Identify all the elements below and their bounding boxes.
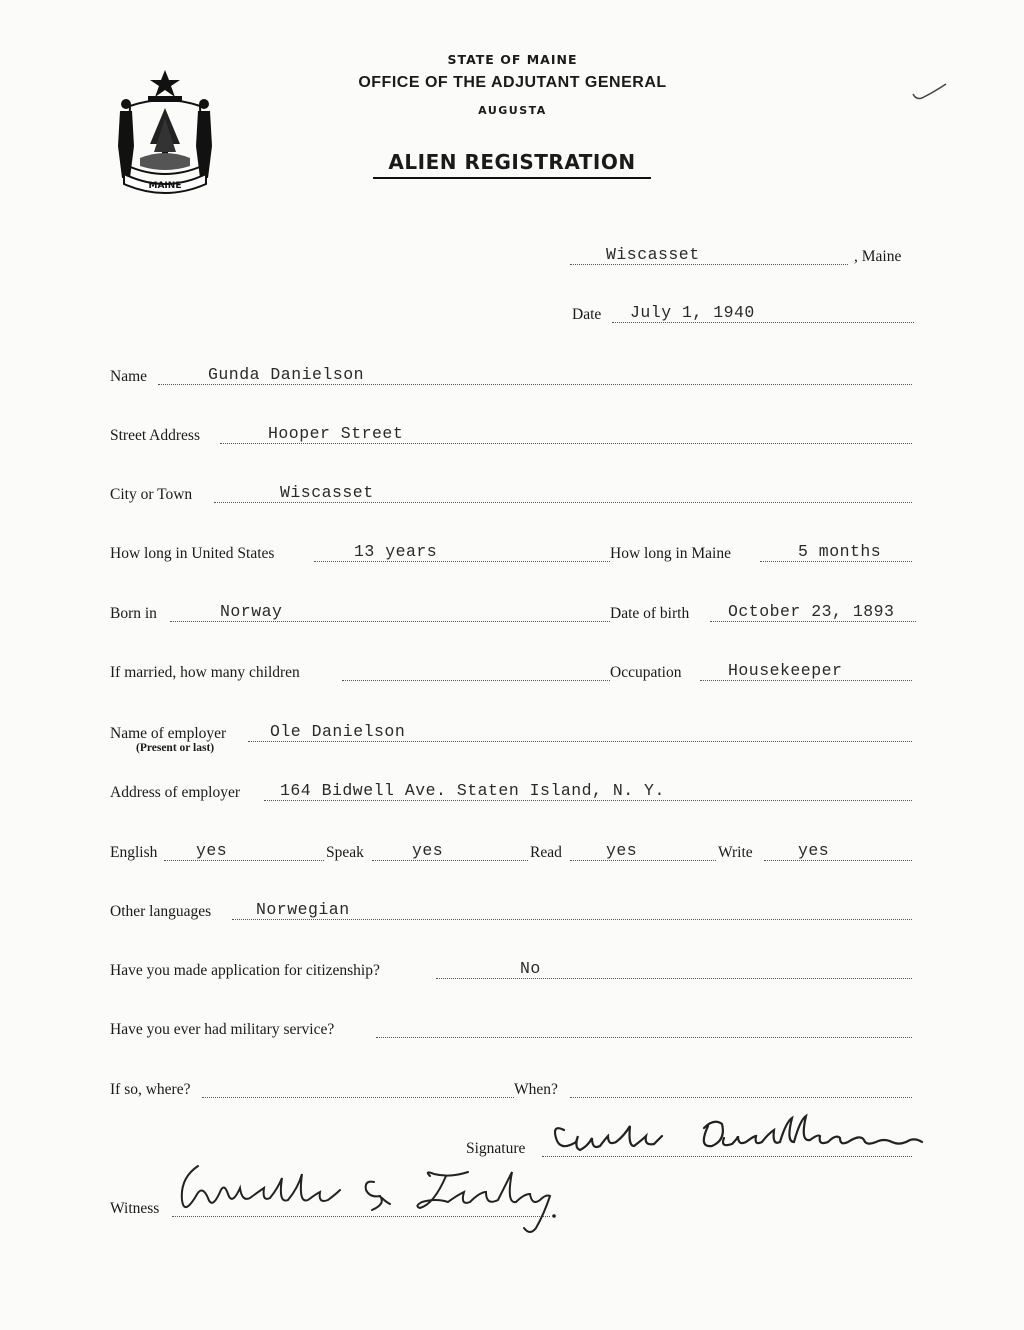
date-label: Date bbox=[572, 306, 602, 323]
dob-value: October 23, 1893 bbox=[728, 602, 895, 621]
how-long-us-field[interactable] bbox=[110, 541, 610, 565]
date-field[interactable] bbox=[572, 302, 914, 326]
write-value: yes bbox=[798, 841, 830, 860]
city-field[interactable] bbox=[110, 482, 912, 506]
employer-sublabel: (Present or last) bbox=[136, 742, 215, 754]
street-label: Street Address bbox=[110, 427, 200, 444]
other-languages-field[interactable] bbox=[110, 899, 912, 923]
english-label: English bbox=[110, 844, 158, 861]
speak-value: yes bbox=[412, 841, 444, 860]
signature-handwriting bbox=[548, 1112, 928, 1160]
check-mark-icon bbox=[910, 80, 950, 102]
employer-field[interactable] bbox=[110, 721, 912, 754]
header-city: AUGUSTA bbox=[478, 104, 547, 117]
dob-field[interactable] bbox=[610, 601, 916, 625]
military-label: Have you ever had military service? bbox=[110, 1021, 335, 1038]
date-value: July 1, 1940 bbox=[630, 303, 755, 322]
when-field[interactable] bbox=[514, 1077, 912, 1101]
header-state: STATE OF MAINE bbox=[447, 52, 578, 67]
name-label: Name bbox=[110, 368, 148, 385]
children-field[interactable] bbox=[110, 660, 610, 684]
street-field[interactable] bbox=[110, 423, 912, 447]
witness-handwriting bbox=[168, 1158, 558, 1238]
occupation-label: Occupation bbox=[610, 664, 682, 681]
english-value: yes bbox=[196, 841, 228, 860]
read-label: Read bbox=[530, 844, 562, 861]
citizenship-value: No bbox=[520, 959, 541, 978]
when-label: When? bbox=[514, 1081, 558, 1098]
occupation-value: Housekeeper bbox=[728, 661, 843, 680]
header-office: OFFICE OF THE ADJUTANT GENERAL bbox=[358, 74, 667, 91]
read-value: yes bbox=[606, 841, 638, 860]
seal-label: MAINE bbox=[148, 181, 182, 191]
citizenship-label: Have you made application for citizenship? bbox=[110, 962, 380, 979]
form-title: ALIEN REGISTRATION bbox=[373, 150, 651, 179]
witness-label: Witness bbox=[110, 1200, 160, 1217]
born-in-value: Norway bbox=[220, 602, 283, 621]
military-field[interactable] bbox=[110, 1017, 912, 1041]
city-value: Wiscasset bbox=[280, 483, 374, 502]
how-long-maine-value: 5 months bbox=[798, 542, 882, 561]
children-label: If married, how many children bbox=[110, 664, 300, 681]
other-languages-label: Other languages bbox=[110, 903, 212, 920]
place-field[interactable] bbox=[570, 244, 915, 268]
where-label: If so, where? bbox=[110, 1081, 191, 1098]
street-value: Hooper Street bbox=[268, 424, 404, 443]
read-field[interactable] bbox=[530, 840, 716, 864]
employer-value: Ole Danielson bbox=[270, 722, 406, 741]
how-long-maine-label: How long in Maine bbox=[610, 545, 731, 562]
employer-address-field[interactable] bbox=[110, 780, 912, 804]
where-field[interactable] bbox=[110, 1077, 514, 1101]
employer-address-label: Address of employer bbox=[110, 784, 240, 801]
how-long-us-label: How long in United States bbox=[110, 545, 275, 562]
speak-field[interactable] bbox=[326, 840, 528, 864]
how-long-maine-field[interactable] bbox=[610, 541, 912, 565]
how-long-us-value: 13 years bbox=[354, 542, 438, 561]
other-languages-value: Norwegian bbox=[256, 900, 350, 919]
city-label: City or Town bbox=[110, 486, 193, 503]
place-suffix: , Maine bbox=[854, 248, 902, 265]
employer-label: Name of employer bbox=[110, 725, 227, 742]
born-in-field[interactable] bbox=[110, 601, 610, 625]
born-in-label: Born in bbox=[110, 605, 157, 622]
write-label: Write bbox=[718, 844, 753, 861]
dob-label: Date of birth bbox=[610, 605, 690, 622]
signature-label: Signature bbox=[466, 1140, 526, 1157]
write-field[interactable] bbox=[718, 840, 912, 864]
name-value: Gunda Danielson bbox=[208, 365, 365, 384]
occupation-field[interactable] bbox=[610, 660, 912, 684]
speak-label: Speak bbox=[326, 844, 364, 861]
english-field[interactable] bbox=[110, 840, 326, 864]
employer-address-value: 164 Bidwell Ave. Staten Island, N. Y. bbox=[280, 781, 665, 800]
citizenship-field[interactable] bbox=[110, 958, 912, 982]
place-value: Wiscasset bbox=[606, 245, 700, 264]
name-field[interactable] bbox=[110, 364, 912, 388]
maine-state-seal bbox=[110, 66, 220, 196]
